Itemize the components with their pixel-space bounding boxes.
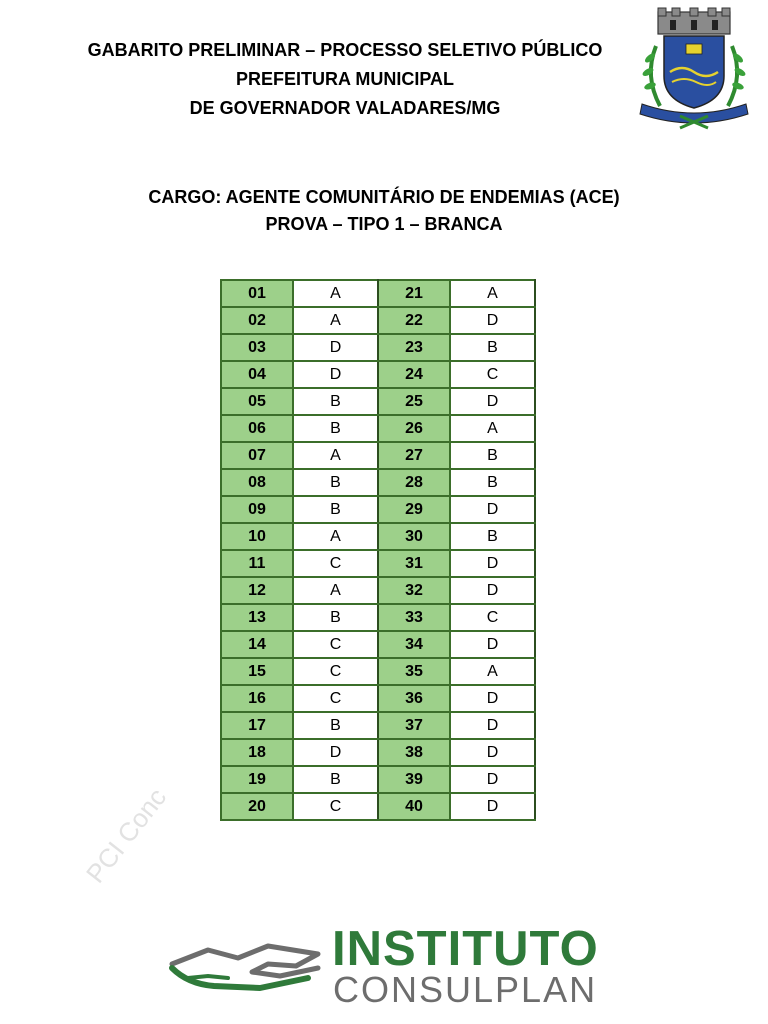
question-number: 37 — [378, 712, 450, 739]
question-number: 22 — [378, 307, 450, 334]
answer-letter: D — [450, 388, 535, 415]
question-number: 29 — [378, 496, 450, 523]
table-row — [221, 685, 535, 712]
question-number: 05 — [221, 388, 293, 415]
answer-letter: B — [293, 496, 378, 523]
question-number: 16 — [221, 685, 293, 712]
table-row — [221, 415, 535, 442]
answer-letter: B — [293, 712, 378, 739]
question-number: 10 — [221, 523, 293, 550]
answer-letter: C — [450, 604, 535, 631]
table-row — [221, 388, 535, 415]
question-number: 27 — [378, 442, 450, 469]
answer-key-table — [220, 279, 536, 821]
answer-letter: A — [450, 280, 535, 307]
question-number: 24 — [378, 361, 450, 388]
table-row — [221, 712, 535, 739]
answer-letter: C — [293, 550, 378, 577]
question-number: 11 — [221, 550, 293, 577]
question-number: 03 — [221, 334, 293, 361]
table-row — [221, 631, 535, 658]
prova-line: PROVA – TIPO 1 – BRANCA — [265, 214, 503, 234]
table-row — [221, 658, 535, 685]
question-number: 36 — [378, 685, 450, 712]
question-number: 07 — [221, 442, 293, 469]
question-number: 09 — [221, 496, 293, 523]
answer-letter: D — [450, 793, 535, 820]
cargo-line: CARGO: AGENTE COMUNITÁRIO DE ENDEMIAS (ACE) — [148, 187, 620, 207]
answer-letter: D — [450, 307, 535, 334]
answer-letter: D — [450, 766, 535, 793]
watermark: PCI Conc — [80, 782, 173, 889]
table-row — [221, 496, 535, 523]
question-number: 13 — [221, 604, 293, 631]
question-number: 23 — [378, 334, 450, 361]
title-line-3: DE GOVERNADOR VALADARES/MG — [189, 98, 501, 118]
answer-letter: A — [293, 307, 378, 334]
question-number: 28 — [378, 469, 450, 496]
question-number: 38 — [378, 739, 450, 766]
answer-letter: C — [293, 685, 378, 712]
page-title — [40, 36, 650, 123]
answer-letter: A — [450, 415, 535, 442]
table-row — [221, 577, 535, 604]
answer-letter: A — [293, 442, 378, 469]
question-number: 32 — [378, 577, 450, 604]
question-number: 08 — [221, 469, 293, 496]
question-number: 26 — [378, 415, 450, 442]
answer-letter: B — [293, 604, 378, 631]
table-row — [221, 766, 535, 793]
question-number: 30 — [378, 523, 450, 550]
answer-letter: B — [293, 388, 378, 415]
question-number: 02 — [221, 307, 293, 334]
answer-letter: D — [450, 631, 535, 658]
question-number: 01 — [221, 280, 293, 307]
answer-letter: B — [293, 766, 378, 793]
question-number: 18 — [221, 739, 293, 766]
answer-letter: B — [293, 469, 378, 496]
question-number: 15 — [221, 658, 293, 685]
question-number: 04 — [221, 361, 293, 388]
table-row — [221, 469, 535, 496]
answer-letter: A — [293, 577, 378, 604]
answer-letter: D — [293, 739, 378, 766]
answer-letter: C — [450, 361, 535, 388]
answer-letter: B — [450, 442, 535, 469]
title-line-1: GABARITO PRELIMINAR – PROCESSO SELETIVO PÚBLICO — [87, 40, 603, 60]
answer-letter: D — [450, 496, 535, 523]
question-number: 40 — [378, 793, 450, 820]
table-row — [221, 442, 535, 469]
question-number: 25 — [378, 388, 450, 415]
question-number: 34 — [378, 631, 450, 658]
question-number: 33 — [378, 604, 450, 631]
answer-letter: D — [450, 739, 535, 766]
question-number: 14 — [221, 631, 293, 658]
answer-letter: D — [450, 550, 535, 577]
answer-letter: A — [293, 280, 378, 307]
table-row — [221, 334, 535, 361]
answer-letter: A — [450, 658, 535, 685]
answer-letter: B — [450, 523, 535, 550]
answer-letter: D — [293, 361, 378, 388]
table-row — [221, 550, 535, 577]
answer-letter: D — [450, 685, 535, 712]
question-number: 35 — [378, 658, 450, 685]
answer-letter: A — [293, 523, 378, 550]
answer-letter: D — [293, 334, 378, 361]
table-row — [221, 361, 535, 388]
question-number: 20 — [221, 793, 293, 820]
question-number: 12 — [221, 577, 293, 604]
title-line-2: PREFEITURA MUNICIPAL — [236, 69, 454, 89]
table-row — [221, 280, 535, 307]
logo-word-instituto: INSTITUTO — [332, 922, 599, 976]
answer-letter: C — [293, 658, 378, 685]
table-row — [221, 523, 535, 550]
logo-word-consulplan: CONSULPLAN — [333, 969, 598, 1010]
answer-letter: D — [450, 712, 535, 739]
table-row — [221, 307, 535, 334]
answer-letter: B — [450, 334, 535, 361]
answer-letter: C — [293, 793, 378, 820]
answer-letter: D — [450, 577, 535, 604]
question-number: 17 — [221, 712, 293, 739]
question-number: 19 — [221, 766, 293, 793]
question-number: 21 — [378, 280, 450, 307]
coat-of-arms-icon — [636, 6, 752, 130]
answer-letter: B — [450, 469, 535, 496]
position-heading — [0, 184, 768, 238]
table-row — [221, 793, 535, 820]
question-number: 31 — [378, 550, 450, 577]
table-row — [221, 739, 535, 766]
answer-letter: B — [293, 415, 378, 442]
question-number: 06 — [221, 415, 293, 442]
table-row — [221, 604, 535, 631]
question-number: 39 — [378, 766, 450, 793]
answer-letter: C — [293, 631, 378, 658]
